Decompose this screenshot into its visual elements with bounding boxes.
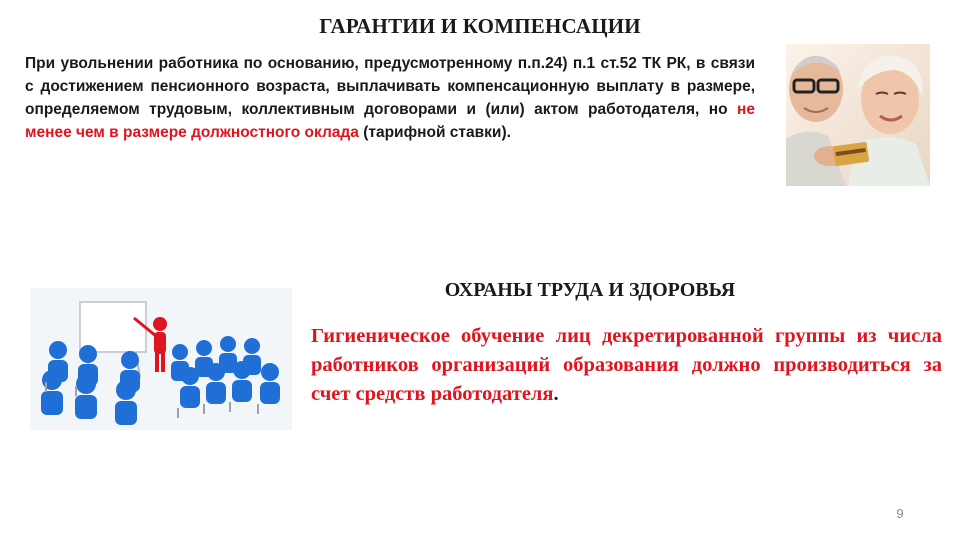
safety-text-end: . <box>553 383 559 405</box>
section-title-guarantees: ГАРАНТИИ И КОМПЕНСАЦИИ <box>319 14 641 38</box>
safety-paragraph <box>311 322 942 409</box>
guarantees-text-end: (тарифной ставки). <box>358 124 511 141</box>
safety-text: Гигиеническое обучение лиц декретированной группы из числа работников организаций образования должно производиться за счет средств работодателя <box>311 325 942 405</box>
section-title-safety: ОХРАНЫ ТРУДА И ЗДОРОВЬЯ <box>444 279 736 301</box>
elderly-couple-photo <box>786 44 930 186</box>
page-number: 9 <box>896 506 904 521</box>
training-illustration <box>30 288 292 430</box>
guarantees-text: При увольнении работника по основанию, предусмотренному п.п.24) п.1 ст.52 ТК РК, в связи с достижением пенсионного возраста, выплачивать компенсационную выплату в размере, определяемом трудовым, коллективным договорами и (или) актом работодателя, но <box>25 55 755 118</box>
guarantees-paragraph <box>25 52 755 144</box>
guarantees-text-highlight: не менее чем в размере должностного оклада <box>25 101 755 141</box>
